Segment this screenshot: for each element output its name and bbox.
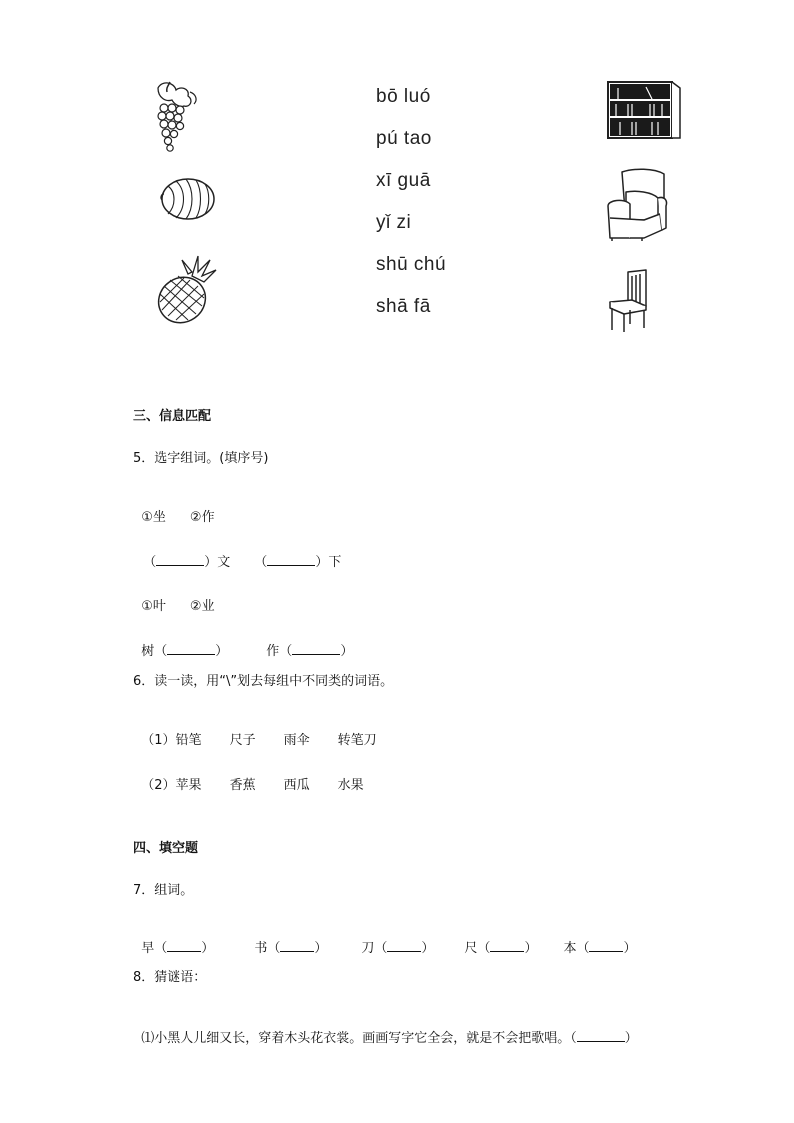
word: 香蕉 xyxy=(229,778,256,793)
answer-blank[interactable] xyxy=(490,939,524,952)
answer-blank[interactable] xyxy=(167,939,201,952)
pinyin-5: shū chú xyxy=(376,254,447,275)
char: 本 xyxy=(563,941,577,956)
group-number: （2） xyxy=(141,778,176,793)
q5-row-2 xyxy=(133,625,353,659)
paren-close: ） xyxy=(215,644,229,659)
word: 苹果 xyxy=(175,778,202,793)
answer-blank[interactable] xyxy=(577,1029,625,1042)
word-suffix: ）文 xyxy=(204,555,231,570)
char: 刀 xyxy=(361,941,375,956)
watermelon-image xyxy=(158,176,216,222)
char: 书 xyxy=(254,941,268,956)
option-zuo-sit: ①坐 xyxy=(141,510,166,525)
answer-blank[interactable] xyxy=(589,939,623,952)
paren-close: ） xyxy=(340,644,354,659)
pineapple-image xyxy=(152,254,220,326)
grapes-image xyxy=(150,78,202,152)
pinyin-3: xī guā xyxy=(376,170,431,191)
q5-options-2 xyxy=(133,580,215,614)
pinyin-6: shā fā xyxy=(376,296,431,317)
q6-prompt: 6．读一读，用“\”划去每组中不同类的词语。 xyxy=(133,674,394,689)
char: 尺 xyxy=(464,941,478,956)
pinyin-2: pú tao xyxy=(376,128,432,149)
q6-group-2 xyxy=(133,759,364,793)
answer-blank[interactable] xyxy=(156,553,204,566)
word: 铅笔 xyxy=(175,733,202,748)
option-zuo-do: ②作 xyxy=(189,510,215,525)
word-prefix: 作（ xyxy=(266,644,293,659)
option-ye-work: ②业 xyxy=(189,599,215,614)
q7-row: 早（ ） 书（ ） 刀（ ） 尺（ ） 本（ ） xyxy=(141,941,637,956)
bookcase-image xyxy=(606,80,682,140)
riddle-text: ⑴小黑人儿细又长，穿着木头花衣裳。画画写字它全会，就是不会把歌唱。 xyxy=(141,1031,571,1046)
word: 尺子 xyxy=(229,733,256,748)
word: 水果 xyxy=(337,778,364,793)
answer-blank[interactable] xyxy=(292,642,340,655)
q8-riddle-1: ⑴小黑人儿细又长，穿着木头花衣裳。画画写字它全会，就是不会把歌唱。（ ） xyxy=(141,1031,638,1046)
q8-prompt: 8．猜谜语： xyxy=(133,970,207,985)
word-suffix: ）下 xyxy=(315,555,342,570)
answer-blank[interactable] xyxy=(267,553,315,566)
word-prefix: 树（ xyxy=(141,644,168,659)
group-number: （1） xyxy=(141,733,176,748)
word: 西瓜 xyxy=(283,778,310,793)
word: 雨伞 xyxy=(283,733,310,748)
pinyin-4: yǐ zi xyxy=(376,212,412,233)
q5-options-1 xyxy=(133,491,215,525)
answer-blank[interactable] xyxy=(167,642,215,655)
chair-image xyxy=(602,268,652,334)
sofa-image xyxy=(604,168,670,242)
word: 转笔刀 xyxy=(337,733,377,748)
answer-blank[interactable] xyxy=(387,939,421,952)
q7-prompt: 7．组词。 xyxy=(133,883,194,898)
answer-blank[interactable] xyxy=(280,939,314,952)
option-ye-leaf: ①叶 xyxy=(141,599,166,614)
section3-heading: 三、信息匹配 xyxy=(133,409,212,424)
pinyin-1: bō luó xyxy=(376,86,431,107)
paren-open: （ xyxy=(254,555,268,570)
q6-group-1 xyxy=(133,714,377,748)
q5-row-1 xyxy=(135,536,341,570)
section4-heading: 四、填空题 xyxy=(133,841,199,856)
q5-prompt: 5．选字组词。(填序号) xyxy=(133,451,269,466)
paren-open: （ xyxy=(143,555,157,570)
char: 早 xyxy=(141,941,155,956)
